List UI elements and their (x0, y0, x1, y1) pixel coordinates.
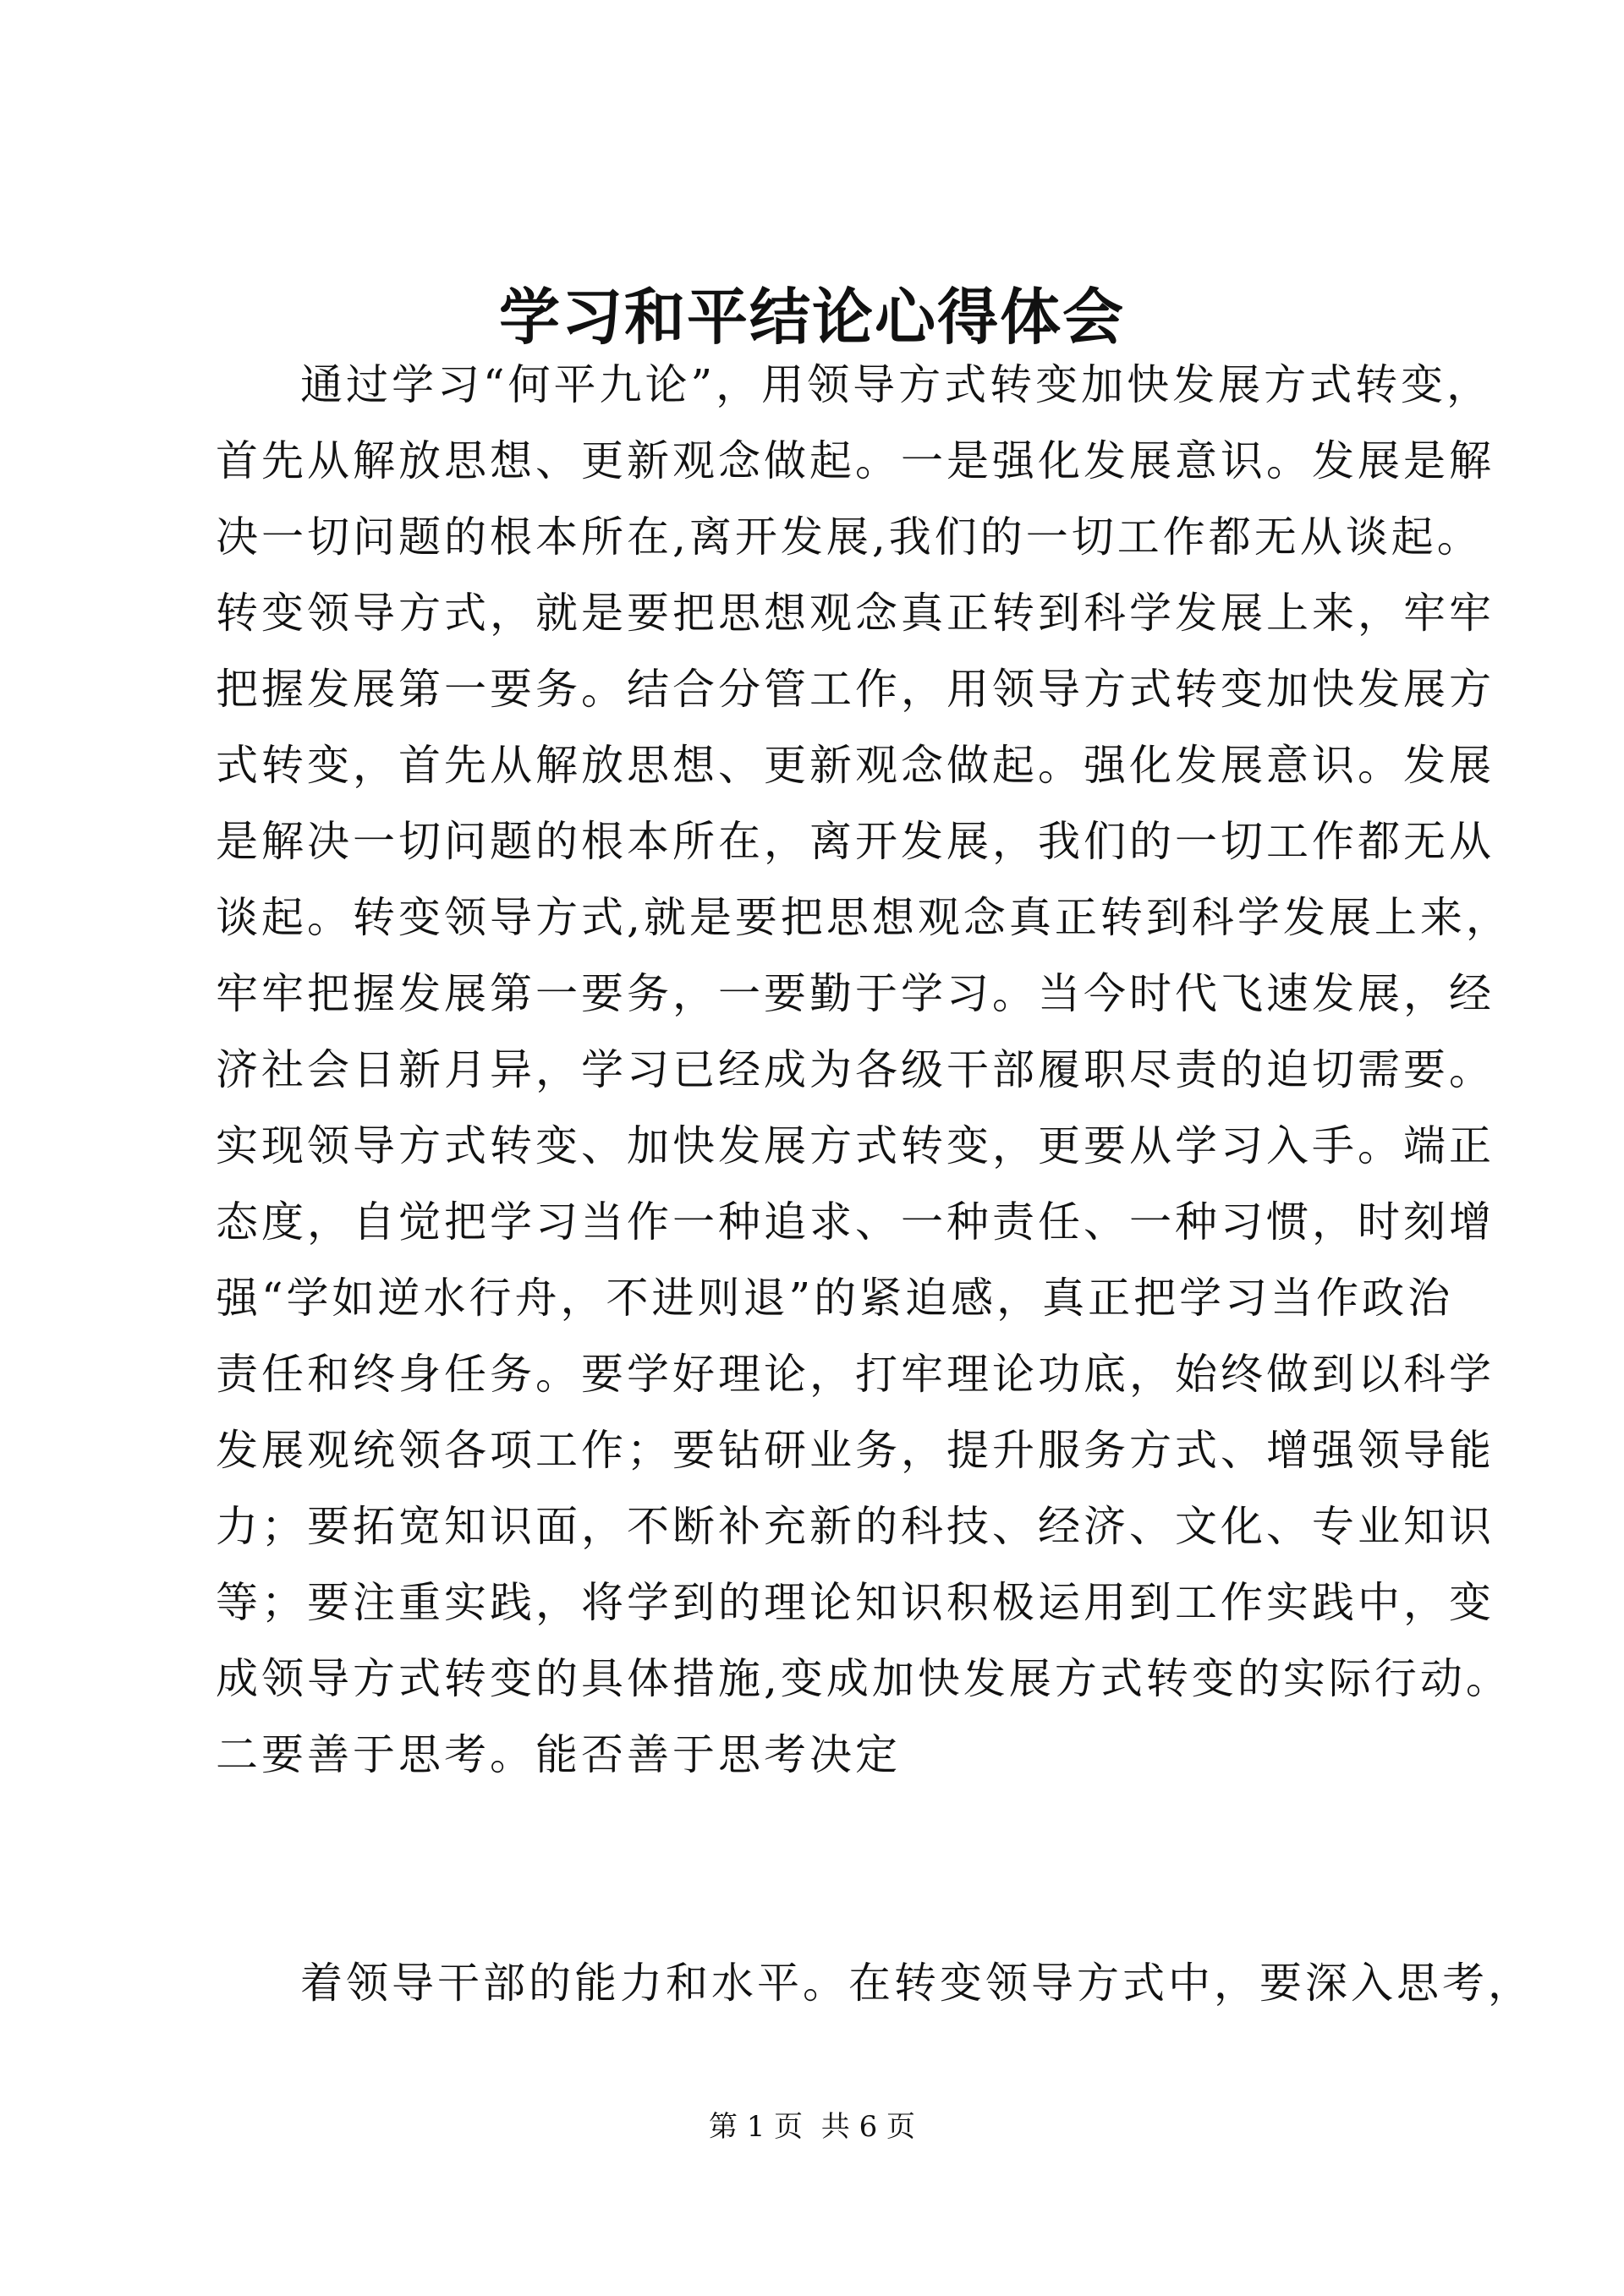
paragraph-line: 把握发展第一要务。结合分管工作，用领导方式转变加快发展方 (216, 665, 1495, 714)
paragraph-line: 发展观统领各项工作；要钻研业务，提升服务方式、增强领导能 (216, 1426, 1495, 1475)
paragraph-2 (216, 1945, 1533, 2021)
paragraph-line: 强“学如逆水行舟，不进则退”的紧迫感，真正把学习当作政治 (216, 1274, 1454, 1323)
paragraph-line: 转变领导方式，就是要把思想观念真正转到科学发展上来，牢牢 (216, 589, 1495, 638)
paragraph-line: 式转变，首先从解放思想、更新观念做起。强化发展意识。发展 (216, 741, 1495, 790)
paragraph-line: 态度，自觉把学习当作一种追求、一种责任、一种习惯，时刻增 (216, 1197, 1495, 1247)
paragraph-line: 牢牢把握发展第一要务，一要勤于学习。当今时代飞速发展，经 (216, 969, 1495, 1018)
paragraph-line: 实现领导方式转变、加快发展方式转变，更要从学习入手。端正 (216, 1121, 1495, 1170)
paragraph-line: 是解决一切问题的根本所在，离开发展，我们的一切工作都无从 (216, 817, 1495, 866)
paragraph-line: 首先从解放思想、更新观念做起。一是强化发展意识。发展是解 (216, 436, 1495, 485)
paragraph-line: 力；要拓宽知识面，不断补充新的科技、经济、文化、专业知识 (216, 1502, 1495, 1551)
document-title: 学习和平结论心得体会 (498, 281, 1125, 353)
paragraph-line: 二要善于思考。能否善于思考决定 (216, 1730, 901, 1779)
paragraph-line: 成领导方式转变的具体措施,变成加快发展方式转变的实际行动。 (216, 1654, 1512, 1703)
paragraph-line: 责任和终身任务。要学好理论，打牢理论功底，始终做到以科学 (216, 1350, 1495, 1399)
paragraph-line: 决一切问题的根本所在,离开发展,我们的一切工作都无从谈起。 (216, 512, 1483, 562)
page-footer: 第 1 页 共 6 页 (708, 2110, 916, 2144)
paragraph-line: 等；要注重实践，将学到的理论知识积极运用到工作实践中，变 (216, 1578, 1495, 1627)
paragraph-1 (216, 347, 1512, 1793)
paragraph-line: 着领导干部的能力和水平。在转变领导方式中，要深入思考， (300, 1959, 1533, 2008)
paragraph-line: 济社会日新月异，学习已经成为各级干部履职尽责的迫切需要。 (216, 1045, 1495, 1094)
paragraph-line: 通过学习“何平九论”，用领导方式转变加快发展方式转变， (300, 360, 1493, 409)
paragraph-line: 谈起。转变领导方式,就是要把思想观念真正转到科学发展上来， (216, 893, 1512, 942)
